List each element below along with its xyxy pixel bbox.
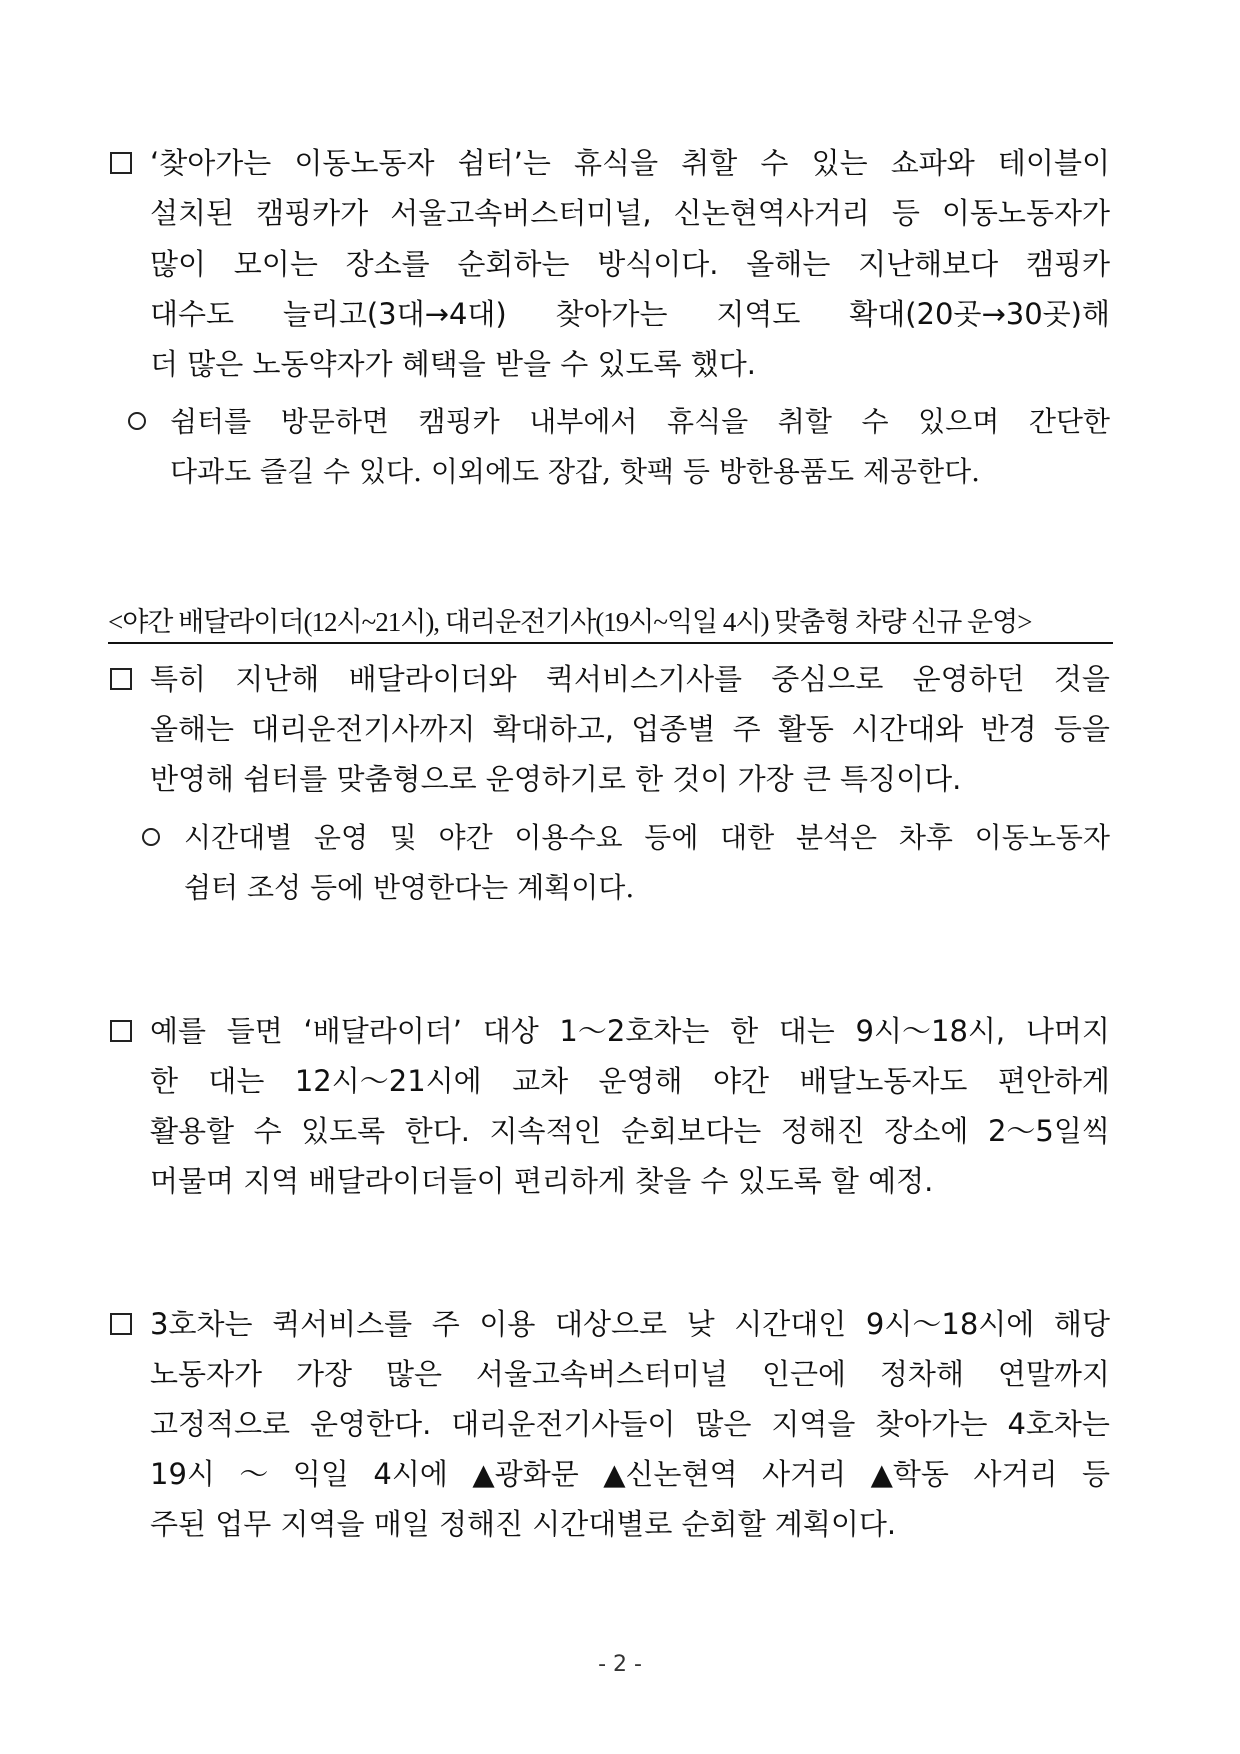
section-heading: <야간 배달라이더(12시~21시), 대리운전기사(19시~익일 4시) 맞춤형 차량 신규 운영> — [108, 602, 1113, 644]
sub-paragraph-line: 쉼터 조성 등에 반영한다는 계획이다. — [184, 871, 635, 904]
circle-bullet-icon — [128, 412, 146, 430]
sub-paragraph-line: 다과도 즐길 수 있다. 이외에도 장갑, 핫팩 등 방한용품도 제공한다. — [170, 455, 981, 488]
checkbox-bullet-icon — [110, 152, 132, 174]
paragraph-line: 설치된 캠핑카가 서울고속버스터미널, 신논현역사거리 등 이동노동자가 — [150, 196, 1110, 230]
paragraph-line: ‘찾아가는 이동노동자 쉼터’는 휴식을 취할 수 있는 쇼파와 테이블이 — [150, 146, 1110, 180]
paragraph-line: 19시 ～ 익일 4시에 ▲광화문 ▲신논현역 사거리 ▲학동 사거리 등 — [150, 1457, 1110, 1491]
paragraph-line: 주된 업무 지역을 매일 정해진 시간대별로 순회할 계획이다. — [150, 1507, 897, 1541]
circle-bullet-icon — [142, 828, 160, 846]
page-number: - 2 - — [598, 1652, 642, 1677]
paragraph-line: 3호차는 퀵서비스를 주 이용 대상으로 낮 시간대인 9시～18시에 해당 — [150, 1307, 1110, 1341]
paragraph-line: 많이 모이는 장소를 순회하는 방식이다. 올해는 지난해보다 캠핑카 — [150, 247, 1110, 281]
sub-paragraph-line: 쉼터를 방문하면 캠핑카 내부에서 휴식을 취할 수 있으며 간단한 — [170, 405, 1110, 438]
checkbox-bullet-icon — [110, 1020, 132, 1042]
paragraph-line: 특히 지난해 배달라이더와 퀵서비스기사를 중심으로 운영하던 것을 — [150, 662, 1110, 696]
paragraph-line: 활용할 수 있도록 한다. 지속적인 순회보다는 정해진 장소에 2～5일씩 — [150, 1114, 1110, 1148]
paragraph-line: 예를 들면 ‘배달라이더’ 대상 1～2호차는 한 대는 9시～18시, 나머지 — [150, 1014, 1110, 1048]
paragraph-line: 고정적으로 운영한다. 대리운전기사들이 많은 지역을 찾아가는 4호차는 — [150, 1407, 1110, 1441]
paragraph-line: 반영해 쉼터를 맞춤형으로 운영하기로 한 것이 가장 큰 특징이다. — [150, 762, 962, 796]
paragraph-line: 더 많은 노동약자가 혜택을 받을 수 있도록 했다. — [150, 347, 757, 381]
checkbox-bullet-icon — [110, 668, 132, 690]
paragraph-line: 노동자가 가장 많은 서울고속버스터미널 인근에 정차해 연말까지 — [150, 1357, 1110, 1391]
paragraph-line: 한 대는 12시～21시에 교차 운영해 야간 배달노동자도 편안하게 — [150, 1064, 1110, 1098]
paragraph-line: 올해는 대리운전기사까지 확대하고, 업종별 주 활동 시간대와 반경 등을 — [150, 712, 1110, 746]
paragraph-line: 대수도 늘리고(3대→4대) 찾아가는 지역도 확대(20곳→30곳)해 — [150, 297, 1110, 331]
paragraph-line: 머물며 지역 배달라이더들이 편리하게 찾을 수 있도록 할 예정. — [150, 1164, 934, 1198]
sub-paragraph-line: 시간대별 운영 및 야간 이용수요 등에 대한 분석은 차후 이동노동자 — [184, 821, 1110, 854]
checkbox-bullet-icon — [110, 1313, 132, 1335]
